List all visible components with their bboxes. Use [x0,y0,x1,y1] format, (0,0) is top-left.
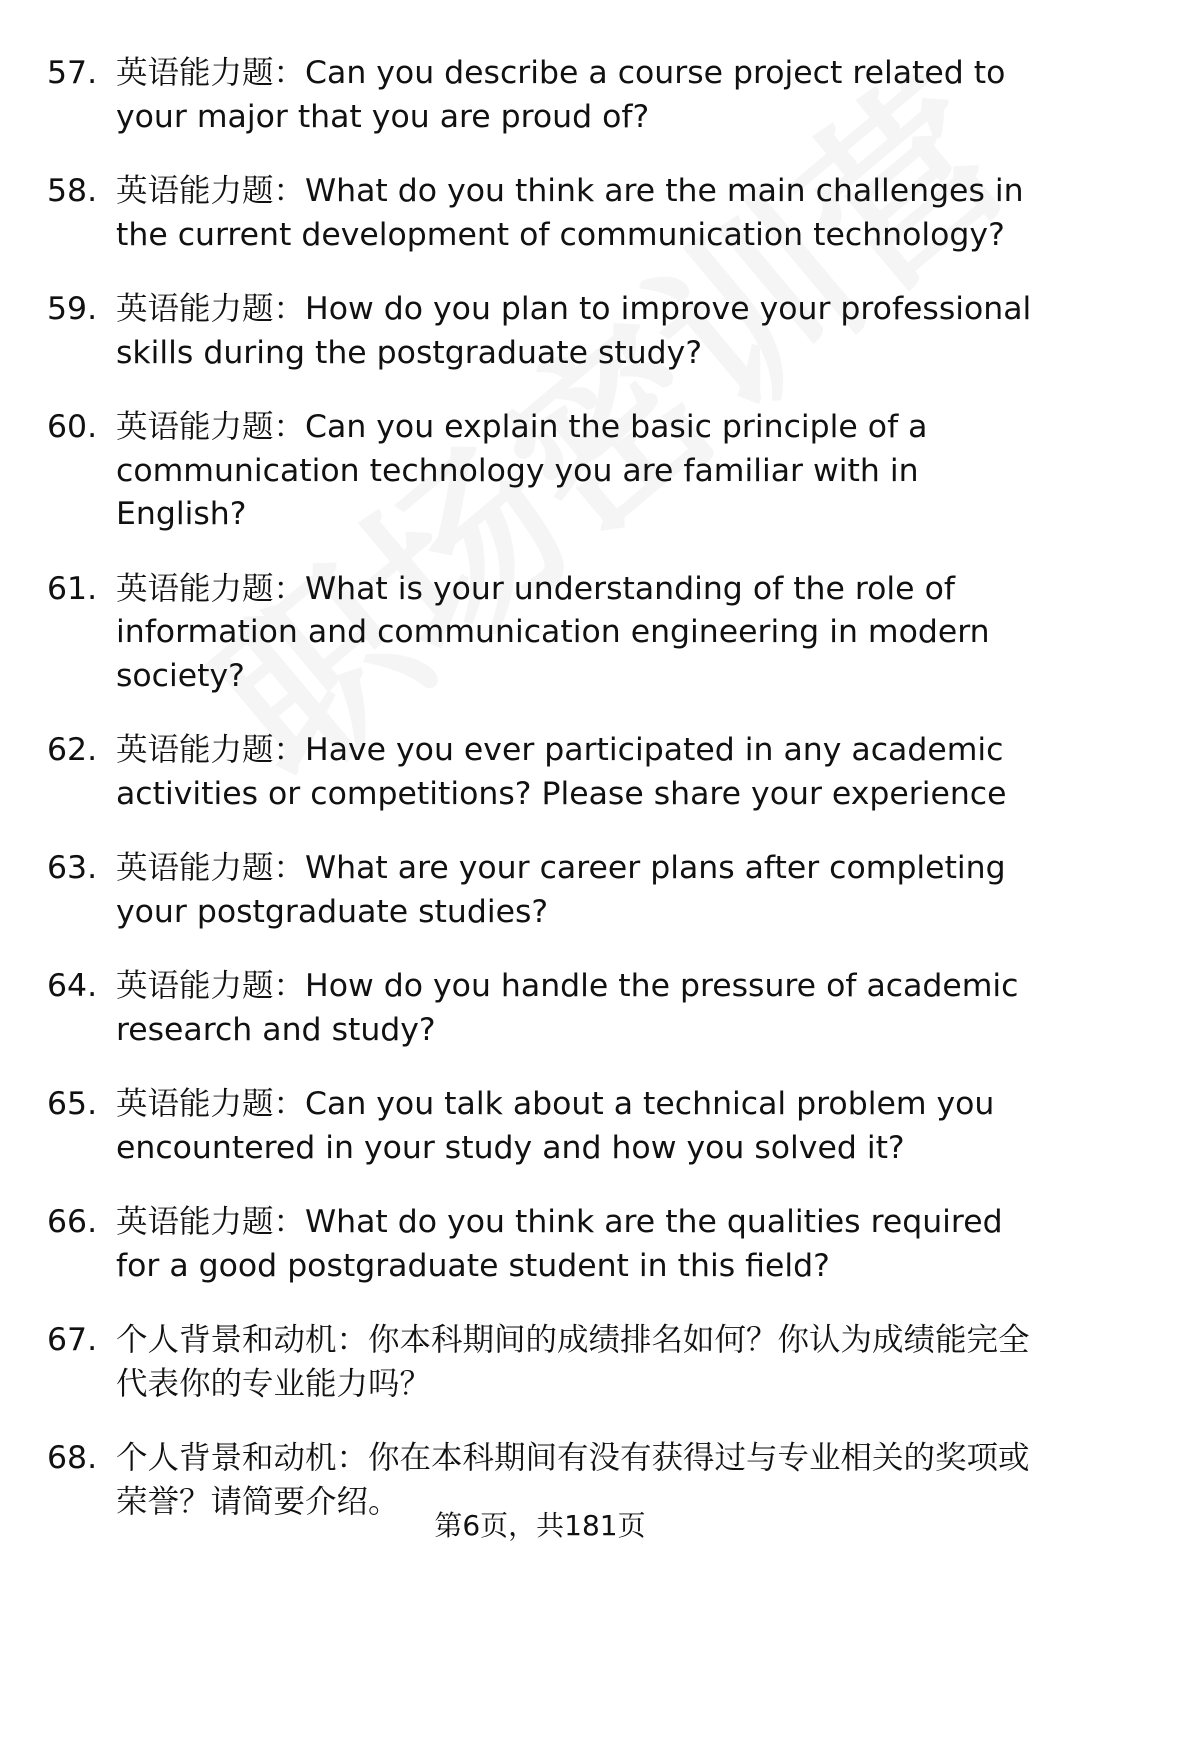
question-item [0,406,1080,537]
question-number: 58. [47,173,98,209]
question-list [0,52,1080,1555]
question-category: 英语能力题： [116,409,306,445]
question-text: Can you describe a course project related to your major that you are proud of? [116,55,1006,135]
question-item [0,288,1080,375]
question-item [0,1201,1080,1288]
question-number: 68. [47,1440,98,1476]
question-category: 英语能力题： [116,850,306,886]
question-item [0,170,1080,257]
question-text: Can you talk about a technical problem you encountered in your study and how you solved it? [116,1086,995,1166]
question-category: 英语能力题： [116,732,306,768]
question-text: What do you think are the main challenges in the current development of communication technology? [116,173,1024,253]
question-category: 英语能力题： [116,570,306,607]
question-number: 61. [47,570,98,607]
question-text: What are your career plans after completing your postgraduate studies? [116,850,1006,930]
question-category: 英语能力题： [116,291,306,327]
question-category: 英语能力题： [116,55,306,91]
question-text: What is your understanding of the role of information and communication engineering in modern society? [116,570,990,694]
question-text: 你本科期间的成绩排名如何？你认为成绩能完全代表你的专业能力吗？ [116,1322,1030,1402]
question-number: 57. [47,55,98,91]
page-number-label: 第6页，共181页 [434,1509,646,1542]
question-number: 66. [47,1204,98,1240]
question-category: 个人背景和动机： [116,1440,369,1476]
question-number: 60. [47,409,98,445]
question-text: 你在本科期间有没有获得过与专业相关的奖项或荣誉？请简要介绍。 [116,1440,1030,1520]
question-item [0,965,1080,1052]
question-item [0,1083,1080,1170]
question-item [0,568,1080,699]
question-item [0,1319,1080,1406]
question-text: Can you explain the basic principle of a communication technology you are familiar with in English? [116,409,928,532]
question-number: 62. [47,732,98,768]
question-category: 英语能力题： [116,1204,306,1240]
question-category: 英语能力题： [116,1086,306,1122]
question-number: 63. [47,850,98,886]
question-text: How do you plan to improve your professional skills during the postgraduate study? [116,291,1032,371]
question-category: 英语能力题： [116,968,306,1004]
question-item [0,729,1080,816]
question-category: 个人背景和动机： [116,1322,369,1358]
question-text: How do you handle the pressure of academic research and study? [116,968,1019,1048]
question-category: 英语能力题： [116,173,306,209]
page-footer [0,1508,1080,1544]
question-number: 67. [47,1322,98,1358]
question-text: Have you ever participated in any academic activities or competitions? Please share your experience [116,732,1007,812]
question-item [0,847,1080,934]
question-number: 64. [47,968,98,1004]
question-item [0,52,1080,139]
question-text: What do you think are the qualities required for a good postgraduate student in this field? [116,1204,1003,1284]
question-number: 65. [47,1086,98,1122]
question-number: 59. [47,291,98,327]
